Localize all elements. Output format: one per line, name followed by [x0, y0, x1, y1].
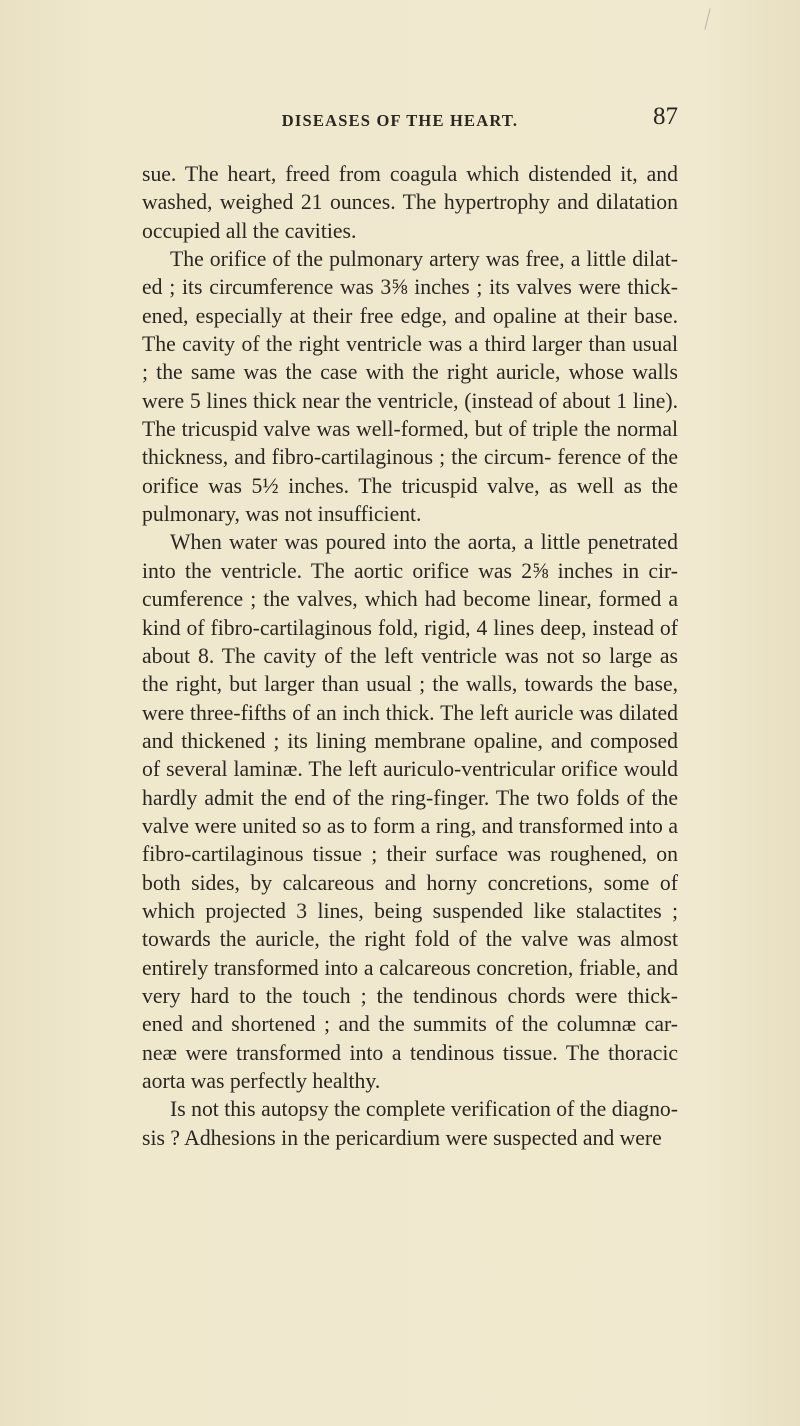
page-edge-mark	[704, 8, 710, 30]
body-text	[142, 160, 678, 1152]
page-number: 87	[653, 103, 678, 130]
running-title: DISEASES OF THE HEART.	[281, 111, 519, 130]
paragraph: The orifice of the pulmonary artery was free, a little dilat- ed ; its circumference was 3⅝ inches ; its valves were thick- ened, especially at their free edge, and opaline at their base. The cavity of the right ventricle was a third larger than usual ; the same was the case with the right auricle, whose walls were 5 lines thick near the ventricle, (instead of about 1 line). The tricuspid valve was well-formed, but of triple the normal thickness, and fibro-cartilaginous ; the circum- ference of the orifice was 5½ inches. The tricuspid valve, as well as the pulmonary, was not insufficient.	[142, 247, 678, 527]
paragraph: Is not this autopsy the complete verification of the diagno- sis ? Adhesions in the pericardium were suspected and were	[142, 1097, 678, 1150]
paragraph: When water was poured into the aorta, a little penetrated into the ventricle. The aortic orifice was 2⅝ inches in cir- cumference ; the valves, which had become linear, formed a kind of fibro-cartilaginous fold, rigid, 4 lines deep, instead of about 8. The cavity of the left ventricle was not so large as the right, but larger than usual ; the walls, towards the base, were three-fifths of an inch thick. The left auricle was dilated and thickened ; its lining membrane opaline, and composed of several laminæ. The left auriculo-ventricular orifice would hardly admit the end of the ring-finger. The two folds of the valve were united so as to form a ring, and transformed into a fibro-cartilaginous tissue ; their surface was roughened, on both sides, by calcareous and horny concretions, some of which projected 3 lines, being suspended like stalactites ; towards the auricle, the right fold of the valve was almost entirely transformed into a calcareous concretion, friable, and very hard to the touch ; the tendinous chords were thick- ened and shortened ; and the summits of the columnæ car- neæ were transformed into a tendinous tissue. The thoracic aorta was perfectly healthy.	[142, 530, 678, 1093]
paragraph: sue. The heart, freed from coagula which distended it, and washed, weighed 21 ounces. The hypertrophy and dilatation occupied all the cavities.	[142, 162, 678, 243]
